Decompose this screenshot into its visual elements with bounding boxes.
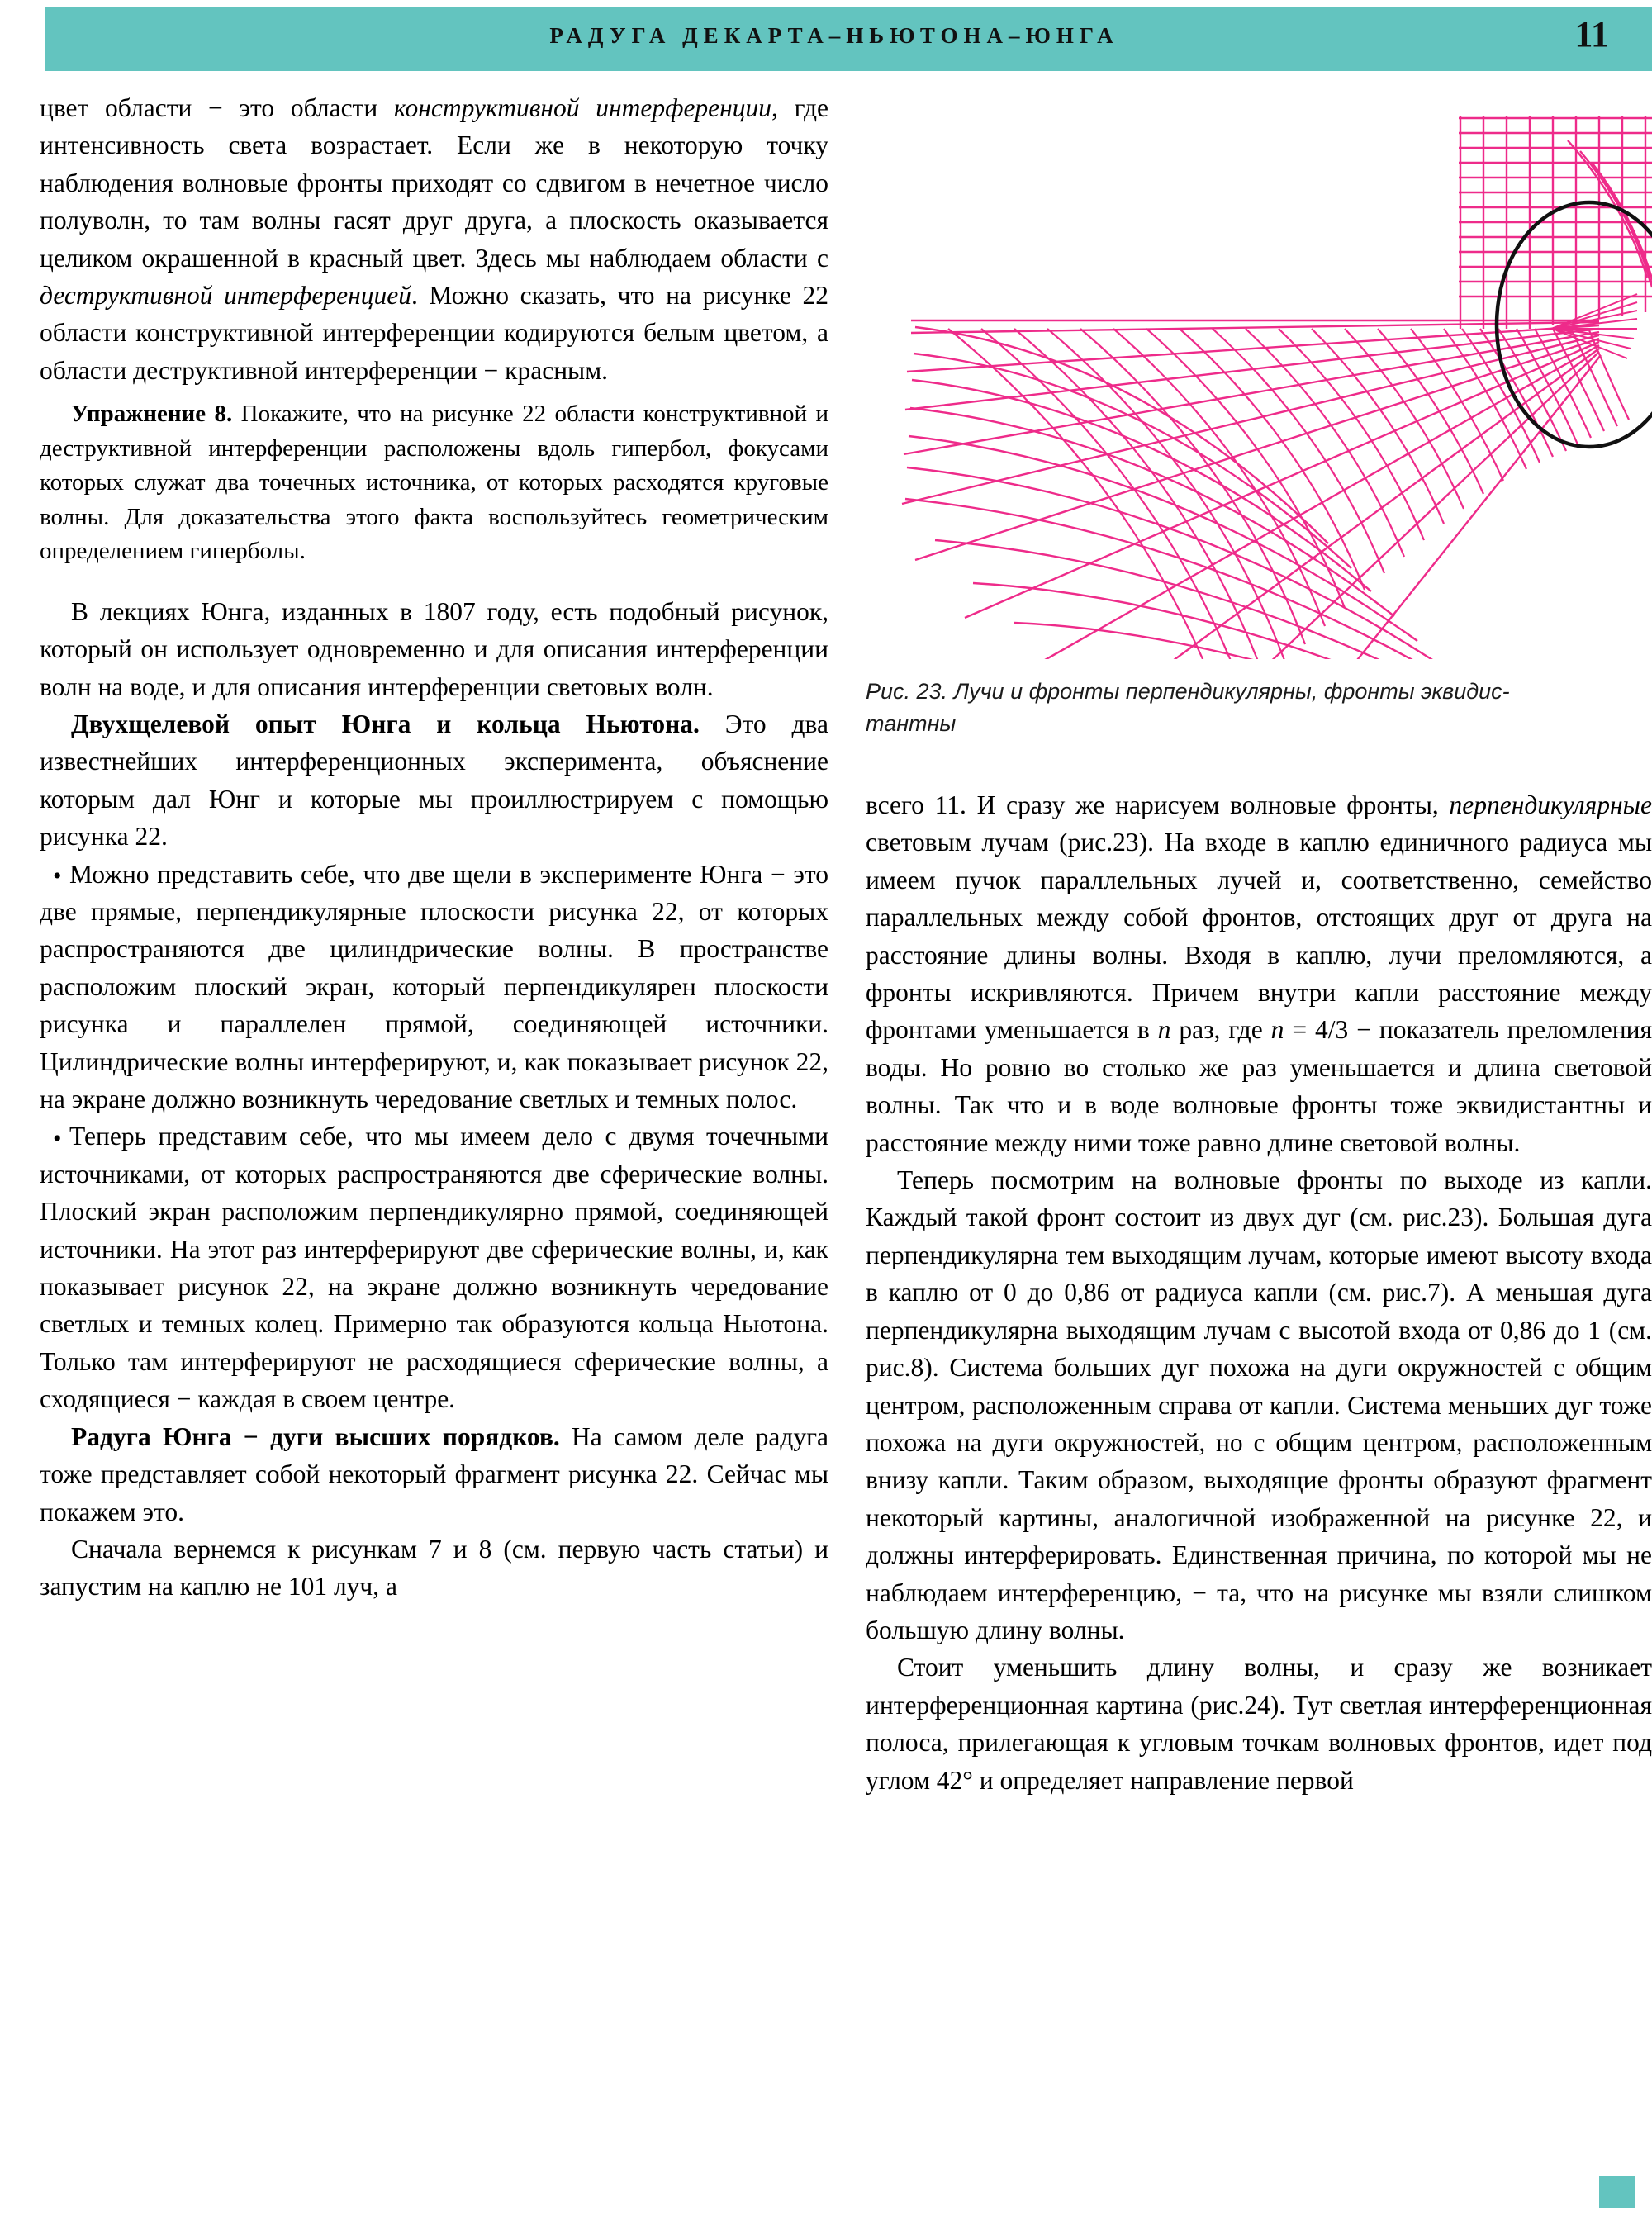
paragraph-interference-colors: [40, 89, 828, 389]
figure-caption: [866, 676, 1652, 740]
bullet-item-cylindrical-waves: • Можно представить себе, что две щели в эксперименте Юнга − это две прямые, перпендикулярные плоскости рисунка 22, от которых распространяются две цилиндрические волны. В пространстве расположим плоский экран, который перпендикулярен плоскости рисунка и параллелен прямой, соединяющей источники. Цилиндрические волны интерферируют, и, как показывает рисунок 22, на экране должно возникнуть чередование светлых и темных полос.: [40, 859, 828, 1114]
page-title: РАДУГА ДЕКАРТА–НЬЮТОНА–ЮНГА: [549, 23, 1119, 48]
paragraph-wavefronts-in-drop: [866, 786, 1652, 1161]
paragraph-return-to-figures: Сначала вернемся к рисункам 7 и 8 (см. первую часть статьи) и запустим на каплю не 101 луч, а: [40, 1534, 828, 1601]
paragraph-exit-wavefronts: Теперь посмотрим на волновые фронты по выходе из капли. Каждый такой фронт состоит из двух дуг (см. рис.23). Большая дуга перпендикулярна тем выходящим лучам, которые имеют высоту входа в каплю от 0 до 0,86 от радиуса капли (см. рис.7). А меньшая дуга перпендикулярна выходящим лучам с высотой входа от 0,86 до 1 (см. рис.8). Система больших дуг похожа на дуги окружностей с общим центром, расположенным справа от капли. Система меньших дуг тоже похожа на дуги окружностей, но с общим центром, расположенным внизу капли. Таким образом, выходящие фронты образуют фрагмент некоторый картины, аналогичной изображенной на рисунке 22, и должны интерферировать. Единственная причина, по которой мы не наблюдаем интерференцию, − та, что на рисунке мы взяли слишком большую длину волны.: [866, 1165, 1652, 1644]
para1-italic-destructive: деструктивной интерференцией: [40, 281, 411, 311]
bullet-item-spherical-waves: • Теперь представим себе, что мы имеем дело с двумя точечными источниками, от которых распространяются две сферические волны. Плоский экран расположим перпендикулярно прямой, соединяющей источники. На этот раз интерферируют две сферические волны, и, как показывает рисунок 22, на экране должно возникнуть чередование светлых и темных колец. Примерно так образуются кольца Ньютона. Только там интерферируют не расходящиеся сферические волны, а сходящиеся − каждая в своем центре.: [40, 1122, 828, 1414]
dense-wavefronts-near-droplet: [948, 329, 1629, 659]
figure-caption-line-2: тантны: [866, 711, 957, 736]
figure-caption-line-1: Рис. 23. Лучи и фронты перпендикулярны, фронты эквидис-: [866, 679, 1510, 704]
rpara1-segment-b: световым лучам (рис.23). На входе в каплю единичного радиуса мы имеем пучок параллельных лучей и, соответственно, семейство параллельных между собой фронтов, отстоящих друг от друга на расстояние длины волны. Входя в каплю, лучи преломляются, а фронты искривляются. Причем внутри капли расстояние между фронтами уменьшается в: [866, 828, 1652, 1045]
para1-segment-b: это области: [222, 93, 394, 122]
young-rainbow-text: На самом деле радуга тоже представляет собой некоторый фрагмент рисунка 22. Сейчас мы покажем это.: [40, 1421, 828, 1526]
para1-segment-d: . Можно сказать, что на рисунке 22 области конструктивной интерференции кодируются белым цветом, а области деструктивной интерференции − красным.: [40, 281, 829, 385]
paragraph-double-slit: [40, 705, 828, 856]
figure-rays-and-fronts: [866, 81, 1652, 659]
double-slit-text: Это два известнейших интерференционных эксперимента, объяснение которым дал Юнг и которые мы проиллюстрируем с помощью рисунка 22.: [40, 709, 828, 852]
bullet-2-text: Теперь представим себе, что мы имеем дело с двумя точечными источниками, от которых распространяются две сферические волны. Плоский экран расположим перпендикулярно прямой, соединяющей источники. На этот раз интерферируют две сферические волны, и, как показывает рисунок 22, на экране должно возникнуть чередование светлых и темных колец. Примерно так образуются кольца Ньютона. Только там интерферируют не расходящиеся сферические волны, а сходящиеся − каждая в своем центре.: [40, 1122, 828, 1414]
para1-segment-a: цвет области: [40, 93, 209, 122]
refractive-index-value: = 4/3: [1284, 1015, 1349, 1045]
rpara1-segment-c: раз, где: [1170, 1015, 1271, 1045]
para1-italic-constructive: конструктивной интерференции: [393, 93, 772, 122]
heading-young-rainbow: Радуга Юнга − дуги высших порядков.: [71, 1421, 560, 1451]
figure-svg: [866, 81, 1652, 659]
para1-dash: −: [208, 93, 223, 122]
rpara1-segment-d: − показатель преломления воды. Но ровно во столько же раз уменьшается и длина световой волны. Так что и в воде волновые фронты тоже эквидистантны и расстояние между ними тоже равно длине световой волны.: [866, 1015, 1652, 1157]
paragraph-shorter-wavelength: Стоит уменьшить длину волны, и сразу же возникает интерференционная картина (рис.24). Тут светлая интерференционная полоса, прилегающая к угловым точкам волновых фронтов, идет под углом 42° и определяет направление первой: [866, 1653, 1652, 1795]
refractive-index-symbol: n: [1157, 1015, 1171, 1045]
refractive-index-symbol-2: n: [1270, 1015, 1284, 1045]
heading-double-slit: Двухщелевой опыт Юнга и кольца Ньютона.: [71, 709, 700, 738]
exercise-text: Покажите, что на рисунке 22 области конструктивной и деструктивной интерференции расположены вдоль гипербол, фокусами которых служат два точечных источника, от которых расходятся круговые волны. Для доказательства этого факта воспользуйтесь геометрическим определением гиперболы.: [40, 401, 828, 565]
rpara1-segment-a: всего 11. И сразу же нарисуем волновые фронты,: [866, 790, 1450, 819]
bullet-1-text: Можно представить себе, что две щели в эксперименте Юнга − это две прямые, перпендикулярные плоскости рисунка 22, от которых распространяются две цилиндрические волны. В пространстве расположим плоский экран, который перпендикулярен плоскости рисунка и параллелен прямой, соединяющей источники. Цилиндрические волны интерферируют, и, как показывает рисунок 22, на экране должно возникнуть чередование светлых и темных полос.: [40, 859, 828, 1114]
left-text-column: [40, 89, 828, 1606]
rpara1-italic-perpendicular: перпендикулярные: [1449, 790, 1652, 819]
right-text-column: [866, 786, 1652, 1799]
exercise-label: Упражнение 8.: [71, 401, 233, 428]
paragraph-young-lectures: В лекциях Юнга, изданных в 1807 году, есть подобный рисунок, который он использует одновременно и для описания интерференции волн на воде, и для описания интерференции световых волн.: [40, 596, 828, 701]
paragraph-young-rainbow: [40, 1418, 828, 1530]
exercise-8-paragraph: [40, 397, 828, 569]
page-number: 11: [1574, 14, 1609, 55]
para1-segment-c: , где интенсивность света возрастает. Если же в некоторую точку наблюдения волновые фронты приходят со сдвигом в нечетное число полуволн, то там волны гасят друг друга, а плоскость оказывается целиком окрашенной в красный цвет. Здесь мы наблюдаем области с: [40, 93, 829, 273]
footer-corner-mark: [1599, 2176, 1635, 2208]
incoming-beam-grid: [1459, 116, 1652, 329]
